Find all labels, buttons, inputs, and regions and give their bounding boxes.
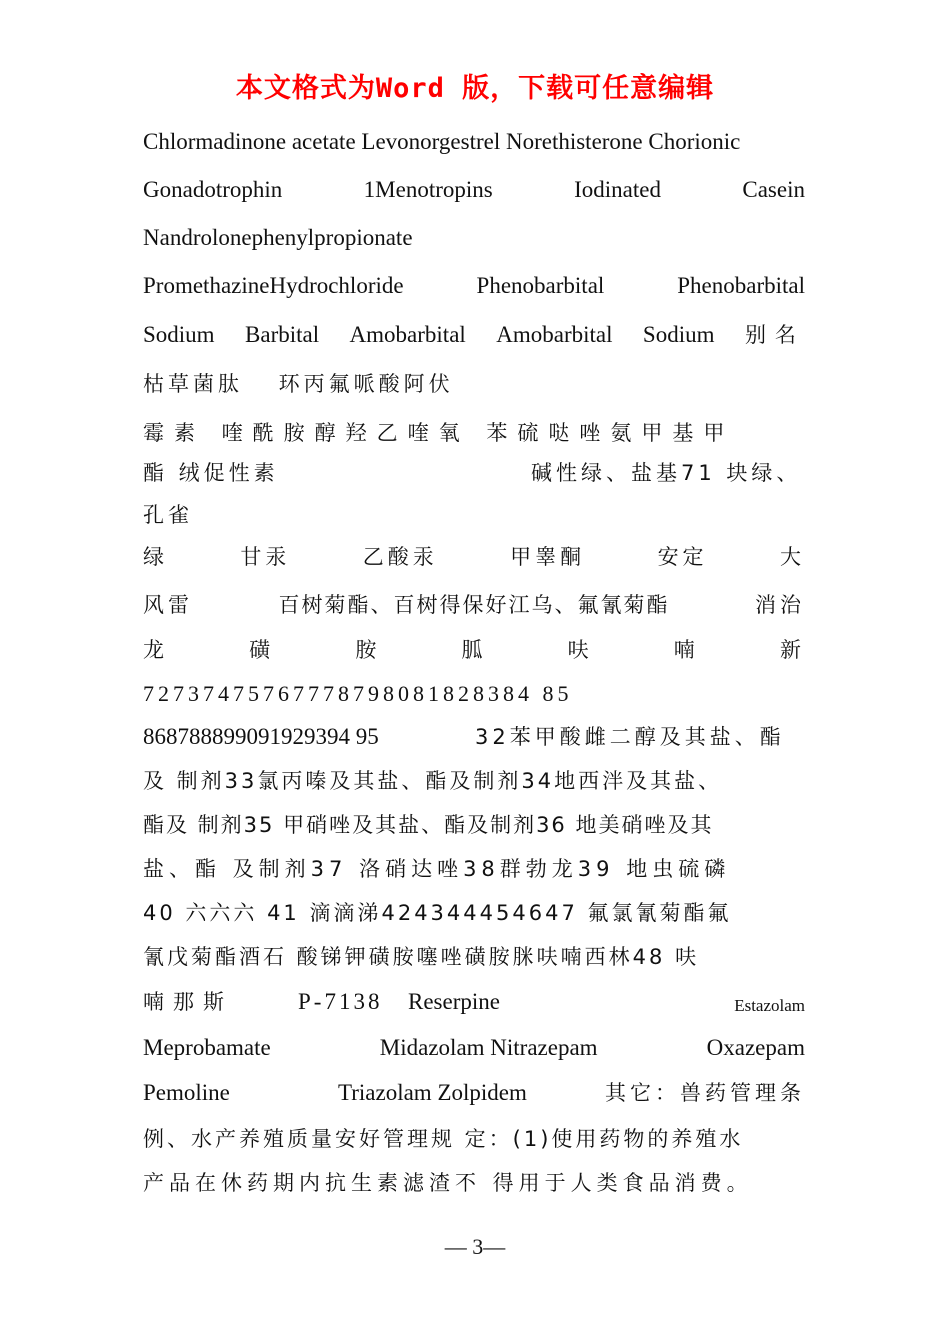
text-segment: Reserpine	[408, 989, 500, 1014]
word: PromethazineHydrochloride	[143, 273, 404, 298]
word: 甘汞	[240, 545, 291, 569]
word: 乙酸汞	[362, 545, 438, 569]
word: 别名	[744, 323, 805, 347]
word: Sodium	[143, 322, 215, 347]
word: 呋	[567, 638, 593, 662]
text-line-20	[143, 987, 805, 1017]
word: 胺	[355, 638, 381, 662]
word: 磺	[249, 638, 275, 662]
text-segment: Estazolam	[734, 996, 805, 1015]
word: Gonadotrophin	[143, 177, 283, 202]
word: Casein	[742, 177, 805, 202]
word: Barbital	[245, 322, 320, 347]
text-line-11	[143, 590, 805, 620]
line-text: Chlormadinone acetate Levonorgestrel Norethisterone Chorionic	[143, 129, 741, 154]
word: 绿	[143, 545, 168, 569]
text-line-3: Nandrolonephenylpropionate	[143, 225, 413, 250]
word: Sodium	[642, 322, 715, 347]
text-segment: 喃那斯	[143, 990, 233, 1014]
word: 风雷	[143, 593, 193, 617]
text-segment: 868788899091929394 95	[143, 724, 379, 749]
text-line-17: 盐、酯 及制剂37 洛硝达唑38群勃龙39 地虫硫磷	[143, 857, 731, 881]
word: Iodinated	[574, 177, 661, 202]
banner-title: 本文格式为Word 版，下载可任意编辑	[235, 73, 715, 104]
text-line-18: 40 六六六 41 滴滴涕424344454647 氟氯氰菊酯氟	[143, 901, 732, 925]
text-segment: 32苯甲酸雌二醇及其盐、酯	[475, 725, 785, 749]
text-line-22	[143, 1078, 805, 1108]
word: Amobarbital	[496, 322, 613, 347]
text-segment: P-7138	[298, 989, 383, 1014]
text-segment: 其它：兽药管理条	[605, 1081, 805, 1105]
text-line-14	[143, 722, 805, 752]
word: 胍	[461, 638, 487, 662]
word: 安定	[657, 545, 708, 569]
text-line-24: 产品在休药期内抗生素滤渣不 得用于人类食品消费。	[143, 1171, 753, 1195]
page-number: — 3—	[444, 1234, 506, 1259]
word: 新	[779, 638, 805, 662]
word: 甲睾酮	[510, 545, 586, 569]
word: 喃	[673, 638, 699, 662]
text-line-13: 72737475767778798081828384 85	[143, 681, 573, 706]
text-segment: 碱性绿、盐基71 块绿、	[531, 461, 802, 485]
word: Phenobarbital	[476, 273, 605, 298]
word: 1Menotropins	[363, 177, 493, 202]
word: 龙	[143, 638, 168, 662]
text-line-2	[143, 175, 805, 205]
text-line-16: 酯及 制剂35 甲硝唑及其盐、酯及制剂36 地美硝唑及其	[143, 813, 714, 837]
text-line-9: 孔雀	[143, 503, 193, 527]
word: Meprobamate	[143, 1035, 271, 1060]
text-segment: Pemoline	[143, 1080, 230, 1105]
word: Oxazepam	[706, 1035, 805, 1060]
text-segment: Triazolam Zolpidem	[338, 1080, 527, 1105]
text-line-21	[143, 1033, 805, 1063]
text-line-4	[143, 271, 805, 301]
word: 大	[779, 545, 805, 569]
text-line-10	[143, 542, 805, 572]
text-line-7: 霉素 喹酰胺醇羟乙喹氧 苯硫哒唑氨甲基甲	[143, 421, 735, 445]
word: Midazolam Nitrazepam	[379, 1035, 598, 1060]
text-line-1	[143, 127, 805, 157]
text-segment: 酯 绒促性素	[143, 461, 279, 485]
text-line-8	[143, 458, 805, 488]
word: 消治	[755, 593, 805, 617]
text-line-12	[143, 635, 805, 665]
word: 百树菊酯、百树得保好江乌、氟氰菊酯	[278, 593, 670, 617]
text-line-5	[143, 320, 805, 350]
word: Phenobarbital	[677, 273, 805, 298]
text-line-15: 及 制剂33氯丙嗪及其盐、酯及制剂34地西泮及其盐、	[143, 769, 723, 793]
word: Amobarbital	[349, 322, 466, 347]
text-line-19: 氰戊菊酯酒石 酸锑钾磺胺噻唑磺胺脒呋喃西林48 呋	[143, 945, 700, 969]
text-line-23: 例、水产养殖质量安好管理规 定：(1)使用药物的养殖水	[143, 1127, 744, 1151]
text-line-6: 枯草菌肽 环丙氟哌酸阿伏	[143, 372, 454, 396]
